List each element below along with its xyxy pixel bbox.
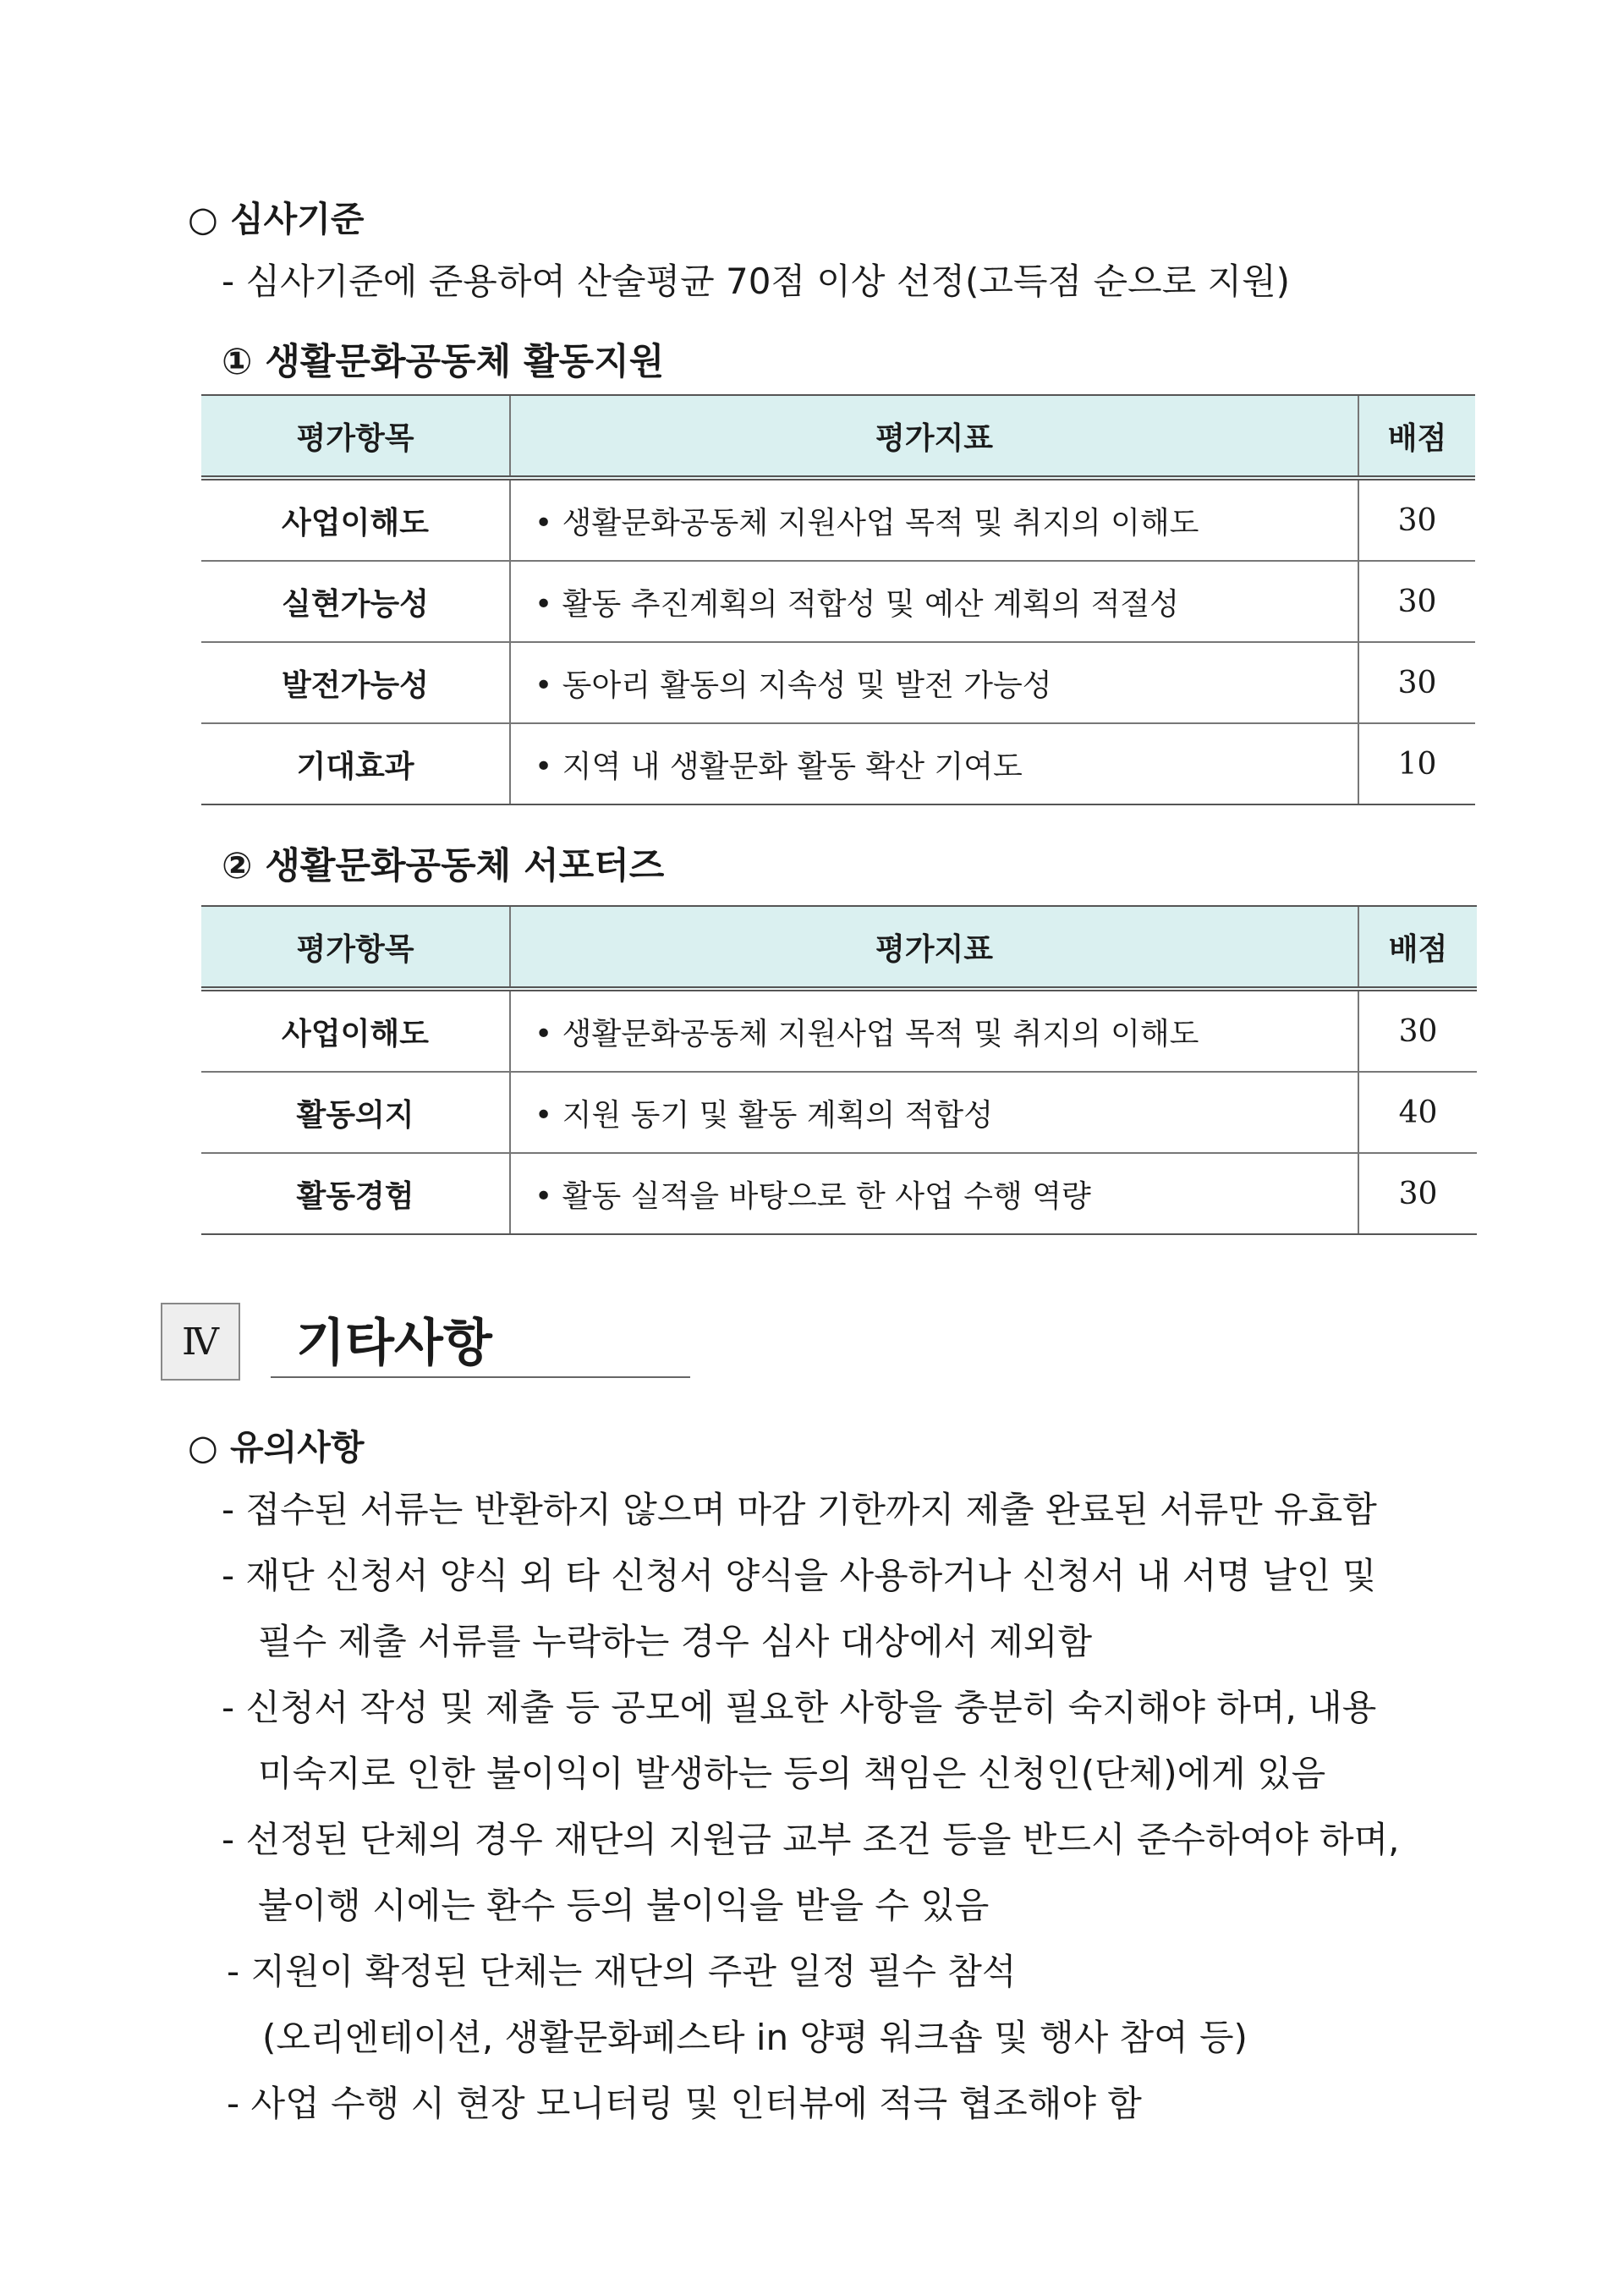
- table-row: [201, 1072, 1477, 1153]
- header-indicator: 평가지표: [510, 395, 1358, 478]
- note-line: - 신청서 작성 및 제출 등 공모에 필요한 사항을 충분히 숙지해야 하며, 내용: [222, 1687, 1377, 1728]
- note-line: - 지원이 확정된 단체는 재단의 주관 일정 필수 참석: [227, 1951, 1017, 1992]
- row-item: 사업이해도: [201, 478, 510, 561]
- row-item: 발전가능성: [201, 642, 510, 723]
- criteria-description: - 심사기준에 준용하여 산술평균 70점 이상 선정(고득점 순으로 지원): [222, 261, 1291, 302]
- table-row: [201, 642, 1475, 723]
- table-row: [201, 1153, 1477, 1234]
- section-number-badge: Ⅳ: [161, 1303, 240, 1381]
- row-item: 기대효과: [201, 723, 510, 804]
- table2-title: ② 생활문화공동체 서포터즈: [222, 845, 665, 887]
- row-score: 30: [1358, 478, 1475, 561]
- row-indicator: • 생활문화공동체 지원사업 목적 및 취지의 이해도: [510, 478, 1358, 561]
- table-row: [201, 478, 1475, 561]
- criteria-heading: ○ 심사기준: [188, 199, 365, 239]
- note-line: - 사업 수행 시 현장 모니터링 및 인터뷰에 적극 협조해야 함: [227, 2083, 1142, 2124]
- note-line-continued: 미숙지로 인한 불이익이 발생하는 등의 책임은 신청인(단체)에게 있음: [258, 1753, 1326, 1794]
- evaluation-table-activity: [201, 394, 1475, 805]
- row-item: 실현가능성: [201, 561, 510, 642]
- header-item: 평가항목: [201, 906, 510, 989]
- evaluation-table-supporters: [201, 905, 1477, 1235]
- table-row: [201, 561, 1475, 642]
- row-item: 사업이해도: [201, 989, 510, 1072]
- section-title: 기타사항: [296, 1314, 492, 1373]
- note-line: - 재단 신청서 양식 외 타 신청서 양식을 사용하거나 신청서 내 서명 날인 및: [222, 1555, 1377, 1596]
- header-item: 평가항목: [201, 395, 510, 478]
- row-score: 30: [1358, 561, 1475, 642]
- note-line: - 선정된 단체의 경우 재단의 지원금 교부 조건 등을 반드시 준수하여야 하며,: [222, 1819, 1400, 1860]
- table-header-row: [201, 395, 1475, 478]
- row-item: 활동의지: [201, 1072, 510, 1153]
- header-score: 배점: [1358, 395, 1475, 478]
- row-score: 30: [1358, 989, 1477, 1072]
- row-indicator: • 동아리 활동의 지속성 및 발전 가능성: [510, 642, 1358, 723]
- row-score: 10: [1358, 723, 1475, 804]
- row-score: 30: [1358, 642, 1475, 723]
- table-row: [201, 723, 1475, 804]
- notes-heading: ○ 유의사항: [188, 1427, 365, 1468]
- row-indicator: • 지원 동기 및 활동 계획의 적합성: [510, 1072, 1358, 1153]
- row-item: 활동경험: [201, 1153, 510, 1234]
- header-indicator: 평가지표: [510, 906, 1358, 989]
- row-indicator: • 지역 내 생활문화 활동 확산 기여도: [510, 723, 1358, 804]
- row-score: 40: [1358, 1072, 1477, 1153]
- note-line-continued: (오리엔테이션, 생활문화페스타 in 양평 워크숍 및 행사 참여 등): [262, 2017, 1248, 2058]
- note-line-continued: 불이행 시에는 환수 등의 불이익을 받을 수 있음: [258, 1885, 990, 1926]
- table-header-row: [201, 906, 1477, 989]
- table-row: [201, 989, 1477, 1072]
- note-line: - 접수된 서류는 반환하지 않으며 마감 기한까지 제출 완료된 서류만 유효함: [222, 1489, 1377, 1530]
- table1-title: ① 생활문화공동체 활동지원: [222, 341, 665, 383]
- row-indicator: • 활동 추진계획의 적합성 및 예산 계획의 적절성: [510, 561, 1358, 642]
- row-indicator: • 생활문화공동체 지원사업 목적 및 취지의 이해도: [510, 989, 1358, 1072]
- header-score: 배점: [1358, 906, 1477, 989]
- section-title-underline: [271, 1376, 690, 1378]
- note-line-continued: 필수 제출 서류를 누락하는 경우 심사 대상에서 제외함: [258, 1621, 1093, 1662]
- row-indicator: • 활동 실적을 바탕으로 한 사업 수행 역량: [510, 1153, 1358, 1234]
- row-score: 30: [1358, 1153, 1477, 1234]
